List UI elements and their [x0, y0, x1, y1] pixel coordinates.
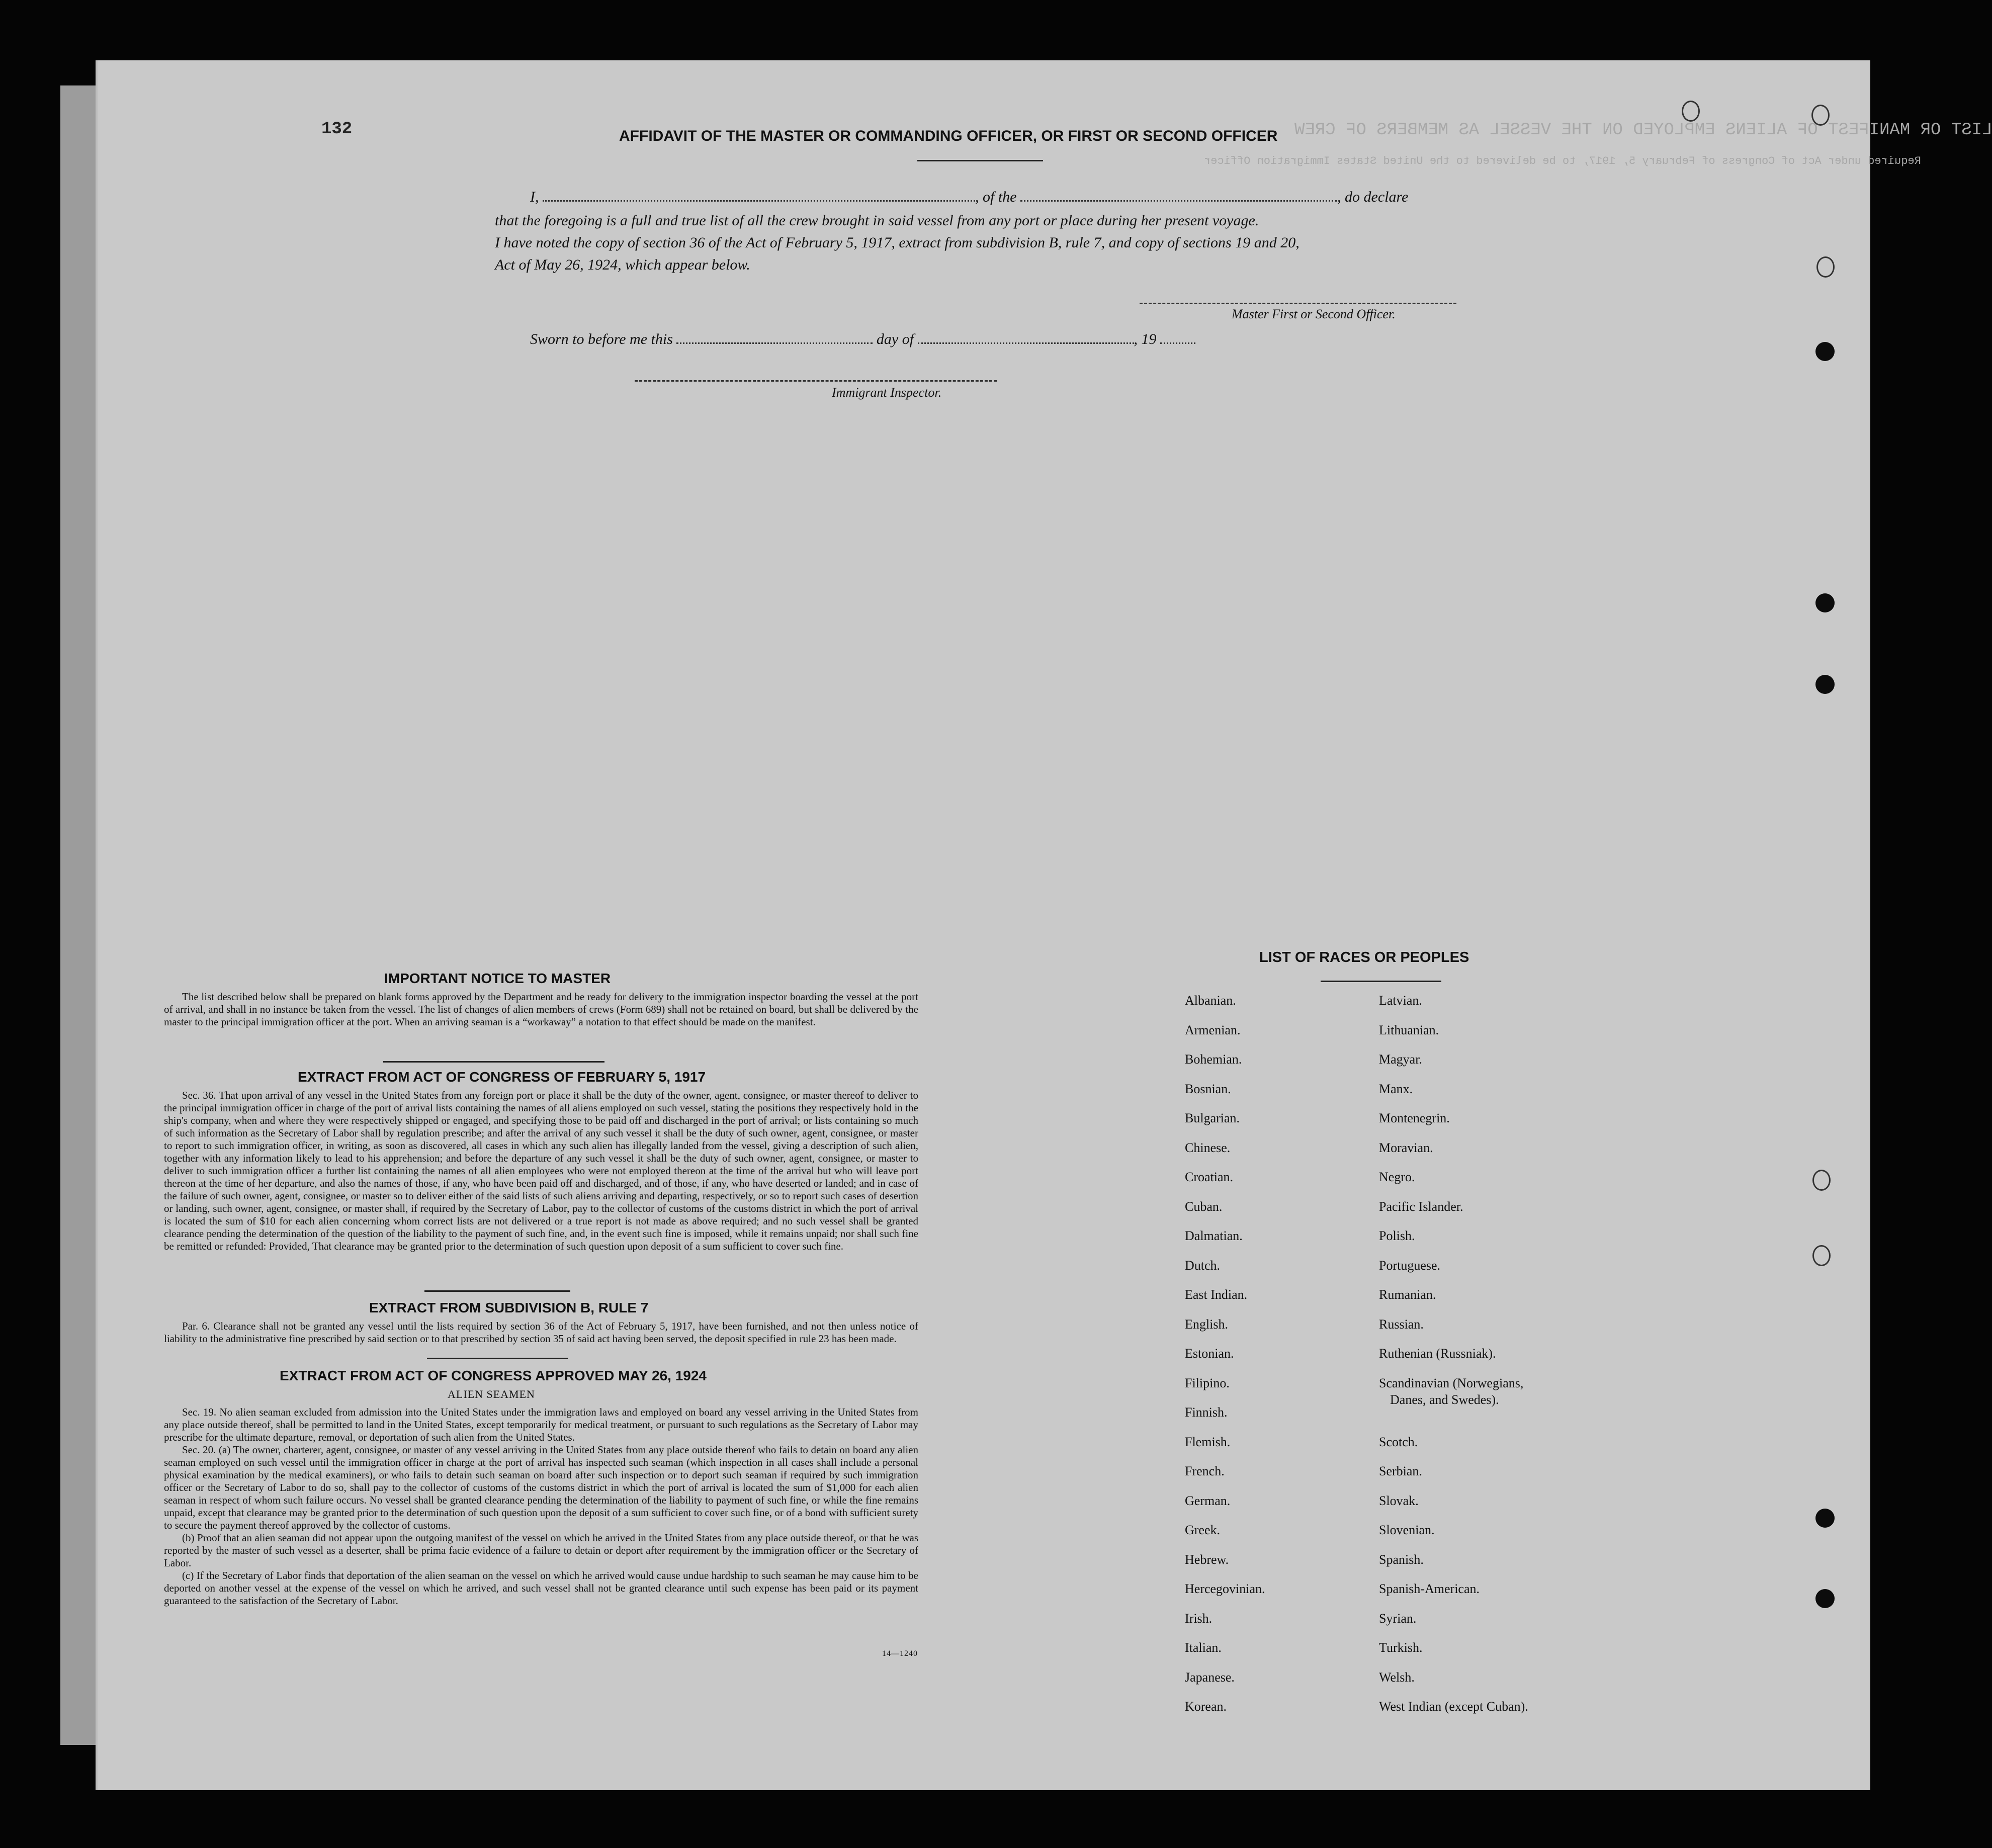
races-underline	[1321, 981, 1441, 982]
race-item: Hebrew.	[1185, 1552, 1229, 1567]
alien-seamen-subtitle: ALIEN SEAMEN	[448, 1388, 535, 1400]
race-item: German.	[1185, 1493, 1231, 1508]
race-item: Scotch.	[1379, 1434, 1418, 1449]
sworn-line	[530, 331, 1195, 348]
race-item: Danes, and Swedes).	[1390, 1392, 1499, 1407]
race-item: Dalmatian.	[1185, 1228, 1243, 1243]
race-item: Moravian.	[1379, 1140, 1433, 1155]
subdivision-b-title: EXTRACT FROM SUBDIVISION B, RULE 7	[369, 1300, 649, 1315]
extract-1917-text	[164, 1089, 918, 1253]
officer-signature-line[interactable]	[1140, 303, 1456, 304]
name-field[interactable]	[543, 189, 975, 202]
race-item: Irish.	[1185, 1611, 1212, 1626]
race-item: Cuban.	[1185, 1199, 1223, 1214]
affidavit-line-2: that the foregoing is a full and true list of all the crew brought in said vessel from any port or place during her present voyage.	[495, 212, 1259, 229]
extract-1924-text	[164, 1406, 918, 1607]
bleed-through-text: Required under Act of Congress of February 5, 1917, to be delivered to the United States Immigration Officer	[1204, 155, 1921, 167]
race-item: Finnish.	[1185, 1405, 1228, 1420]
race-item: Chinese.	[1185, 1140, 1231, 1155]
race-item: Negro.	[1379, 1170, 1415, 1184]
affidavit-declare: , do declare	[1337, 189, 1409, 205]
races-title: LIST OF RACES OR PEOPLES	[1259, 949, 1469, 965]
stamp-number: 132	[321, 120, 353, 139]
race-item: Hercegovinian.	[1185, 1581, 1265, 1596]
race-item: Manx.	[1379, 1081, 1413, 1096]
race-item: Magyar.	[1379, 1052, 1422, 1067]
extract-1924-title: EXTRACT FROM ACT OF CONGRESS APPROVED MAY 26, 1924	[280, 1368, 707, 1383]
race-item: Croatian.	[1185, 1170, 1234, 1184]
race-item: Montenegrin.	[1379, 1111, 1450, 1125]
subdivision-b-text	[164, 1320, 918, 1345]
race-item: Estonian.	[1185, 1346, 1234, 1361]
bleed-through-heading: LIST OR MANIFEST OF ALIENS EMPLOYED ON THE VESSEL AS MEMBERS OF CREW	[1294, 121, 1992, 140]
punch-hole	[1815, 1509, 1835, 1528]
affidavit-line-3: I have noted the copy of section 36 of the Act of February 5, 1917, extract from subdivision B, rule 7, and copy of sections 19 and 20,	[495, 234, 1300, 251]
race-item: Slovak.	[1379, 1493, 1419, 1508]
notice-title: IMPORTANT NOTICE TO MASTER	[384, 971, 611, 986]
race-item: Latvian.	[1379, 993, 1422, 1008]
race-item: Bulgarian.	[1185, 1111, 1240, 1125]
race-item: East Indian.	[1185, 1287, 1248, 1302]
race-item: Syrian.	[1379, 1611, 1417, 1626]
section-20a-paragraph: Sec. 20. (a) The owner, charterer, agent, consignee, or master of any vessel arriving in the United States from any place outside thereof who fails to detain on board any alien seaman employed on such vessel until the immigration officer in charge at the port of arrival has inspected such seaman (which inspection in all cases shall include a personal physical examination by the medical examiners), or who fails to detain such seaman on board after such inspection or to deport such seaman if required by such immigration officer or the Secretary of Labor to do so, shall pay to the collector of customs of the customs district in which the port of arrival is located the sum of $1,000 for each alien seaman in respect of whom such failure occurs. No vessel shall be granted clearance pending the determination of the liability to payment of such fine, or while the fine remains unpaid, except that clearance may be granted prior to the determination of such question upon the deposit of a sum sufficient to cover such fine, or of a bond with sufficient surety to secure the payment thereof approved by the collector of customs.	[164, 1444, 918, 1531]
race-item: Scandinavian (Norwegians,	[1379, 1375, 1524, 1390]
race-item: Turkish.	[1379, 1640, 1423, 1655]
section-36-paragraph: Sec. 36. That upon arrival of any vessel in the United States from any foreign port or place it shall be the duty of the owner, agent, consignee, or master thereof to deliver to the principal immigration officer in charge of the port of arrival lists containing the names of all aliens employed on such vessel, stating the positions they respectively hold in the ship's company, when and where they were respectively shipped or engaged, and specifying those to be paid off and discharged in the port of arrival; or lists containing so much of such information as the Secretary of Labor shall by regulation prescribe; and after the arrival of any such vessel it shall be the duty of such owner, agent, consignee, or master to report to such immigration officer, in writing, as soon as discovered, all cases in which any such alien has illegally landed from the vessel, giving a description of such alien, together with any information likely to lead to his apprehension; and before the departure of any such vessel it shall be the duty of such owner, agent, consignee, or master to deliver to such immigration officer a further list containing the names of all alien employees who were not employed thereon at the time of the arrival but who will leave port thereon at the time of her departure, and also the names of those, if any, who have been paid off and discharged, and of those, if any, who have deserted or landed; and in case of the failure of such owner, agent, consignee, or master so to deliver either of the said lists of such aliens arriving and departing, respectively, or so to report such cases of desertion or landing, such owner, agent, consignee, or master shall, if required by the Secretary of Labor, pay to the collector of customs of the customs district in which the port of arrival is located the sum of $10 for each alien concerning whom correct lists are not delivered or a true report is not made as above required; and no such vessel shall be granted clearance pending the determination of the question of the liability to the payment of such fine, and, in the event such fine is imposed, while it remains unpaid; nor shall such fine be remitted or refunded: Provided, That clearance may be granted prior to the determination of such question upon deposit of a sum sufficient to cover such fine.	[164, 1089, 918, 1252]
race-item: Rumanian.	[1379, 1287, 1436, 1302]
affidavit-line-1	[530, 189, 1408, 206]
race-item: Pacific Islander.	[1379, 1199, 1463, 1214]
year-prefix: , 19	[1134, 331, 1157, 347]
inspector-signature-line[interactable]	[635, 380, 997, 382]
affidavit-line-4: Act of May 26, 1924, which appear below.	[495, 256, 750, 273]
section-divider	[427, 1358, 568, 1359]
race-item: Serbian.	[1379, 1464, 1422, 1478]
punch-ring	[1682, 101, 1700, 122]
race-item: Spanish.	[1379, 1552, 1424, 1567]
punch-ring	[1812, 1245, 1831, 1266]
officer-label: Master First or Second Officer.	[1232, 307, 1396, 321]
affidavit-i: I,	[530, 189, 539, 205]
race-item: Armenian.	[1185, 1022, 1241, 1037]
title-underline	[917, 160, 1043, 161]
sworn-day-field[interactable]	[676, 331, 873, 344]
notice-text	[164, 991, 918, 1028]
underlying-page-edge	[60, 85, 96, 1745]
race-item: Korean.	[1185, 1699, 1227, 1714]
race-item: Russian.	[1379, 1316, 1424, 1332]
race-item: English.	[1185, 1316, 1228, 1332]
punch-hole	[1815, 593, 1835, 612]
punch-hole	[1815, 342, 1835, 361]
race-item: Slovenian.	[1379, 1523, 1435, 1537]
section-divider	[424, 1290, 570, 1292]
race-item: Welsh.	[1379, 1669, 1415, 1685]
manifest-back-page	[96, 60, 1992, 1790]
sworn-text: Sworn to before me this	[530, 331, 673, 347]
race-item: Japanese.	[1185, 1669, 1235, 1685]
sworn-year-field[interactable]	[1160, 331, 1195, 344]
affidavit-title: AFFIDAVIT OF THE MASTER OR COMMANDING OFFICER, OR FIRST OR SECOND OFFICER	[619, 128, 1278, 144]
sworn-month-field[interactable]	[918, 331, 1134, 344]
race-item: Ruthenian (Russniak).	[1379, 1346, 1496, 1361]
affidavit-of: , of the	[975, 189, 1017, 205]
race-item: Greek.	[1185, 1523, 1221, 1537]
punch-ring	[1816, 256, 1835, 278]
extract-1917-title: EXTRACT FROM ACT OF CONGRESS OF FEBRUARY 5, 1917	[298, 1069, 706, 1085]
race-item: French.	[1185, 1464, 1225, 1478]
race-item: Bohemian.	[1185, 1052, 1242, 1067]
section-19-paragraph: Sec. 19. No alien seaman excluded from admission into the United States under the immigration laws and employed on board any vessel arriving in the United States from any place outside thereof, shall be permitted to land in the United States, except temporarily for medical treatment, or pursuant to such regulations as the Secretary of Labor may prescribe for the ultimate departure, removal, or deportation of such alien from the United States.	[164, 1406, 918, 1443]
race-item: West Indian (except Cuban).	[1379, 1699, 1528, 1714]
day-of-text: day of	[876, 331, 914, 347]
form-number: 14—1240	[882, 1649, 918, 1658]
race-item: Portuguese.	[1379, 1258, 1441, 1273]
notice-paragraph: The list described below shall be prepared on blank forms approved by the Department and be ready for delivery to the immigration inspector boarding the vessel at the port of arrival, and shall in no instance be taken from the vessel. The list of changes of alien members of crews (Form 689) shall not be retained on board, but shall be delivered by the master to the principal immigration officer at the port. When an arriving seaman is a “workaway” a notation to that effect should be made on the manifest.	[164, 991, 918, 1028]
race-item: Albanian.	[1185, 993, 1236, 1008]
par-6-paragraph: Par. 6. Clearance shall not be granted any vessel until the lists required by section 36 of the Act of February 5, 1917, have been furnished, and not then unless notice of liability to the administrative fine prescribed by said section or to that prescribed by section 35 of said act having been served, the deposit specified in rule 23 has been made.	[164, 1320, 918, 1345]
punch-ring	[1812, 1170, 1831, 1191]
race-item: Flemish.	[1185, 1434, 1231, 1449]
race-item: Filipino.	[1185, 1375, 1230, 1390]
race-item: Dutch.	[1185, 1258, 1221, 1273]
section-20c-paragraph: (c) If the Secretary of Labor finds that deportation of the alien seaman on the vessel on which he arrived would cause undue hardship to such seaman he may cause him to be deported on another vessel at the expense of the vessel on which he arrived, and such vessel shall not be granted clearance until such expense has been paid or its payment guaranteed to the satisfaction of the Secretary of Labor.	[164, 1569, 918, 1607]
inspector-label: Immigrant Inspector.	[832, 385, 942, 400]
race-item: Bosnian.	[1185, 1081, 1231, 1096]
punch-hole	[1815, 1589, 1835, 1608]
race-item: Lithuanian.	[1379, 1022, 1439, 1037]
section-20b-paragraph: (b) Proof that an alien seaman did not appear upon the outgoing manifest of the vessel on which he arrived in the United States from any place outside thereof, or that he was reported by the master of such vessel as a deserter, shall be prima facie evidence of a failure to detain or deport after requirement by the immigration officer or the Secretary of Labor.	[164, 1532, 918, 1569]
race-item: Italian.	[1185, 1640, 1222, 1655]
vessel-field[interactable]	[1020, 189, 1337, 202]
punch-hole	[1815, 675, 1835, 694]
race-item: Spanish-American.	[1379, 1581, 1480, 1596]
section-divider	[383, 1061, 604, 1063]
race-item: Polish.	[1379, 1228, 1415, 1243]
